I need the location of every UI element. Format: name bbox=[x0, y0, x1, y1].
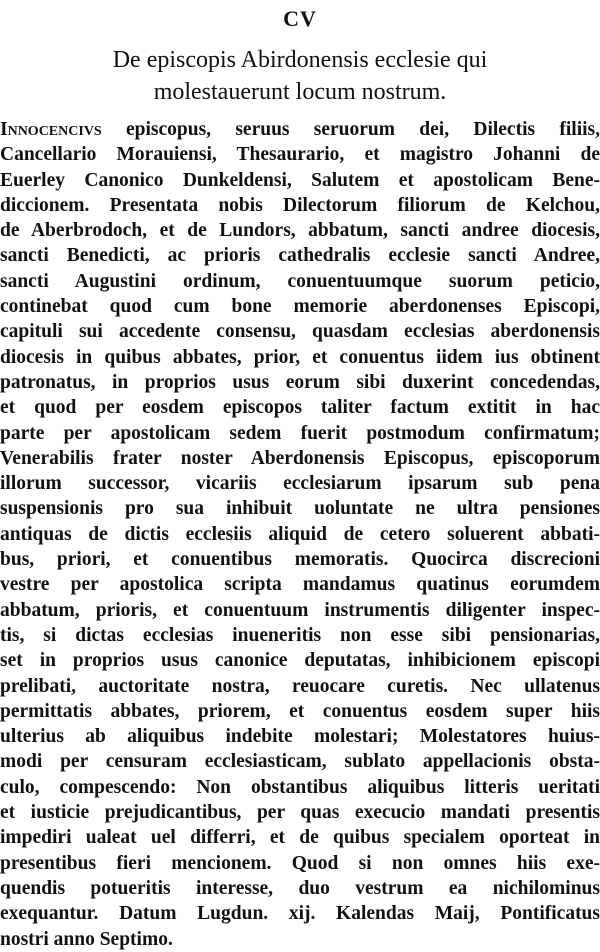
body-line: presentibus fieri mencionem. Quod si non omnes hiis exe- bbox=[0, 852, 600, 874]
body-line: illorum successor, vicariis ecclesiarum ipsarum sub pena bbox=[0, 473, 600, 495]
body-line: permittatis abbates, priorem, et conuentus eosdem super hiis bbox=[0, 700, 600, 722]
body-line: et iusticie prejudicantibus, per quas execucio mandati presentis bbox=[0, 802, 600, 824]
body-line: culo, compescendo: Non obstantibus aliquibus litteris ueritati bbox=[0, 776, 600, 798]
body-line: prelibati, auctoritate nostra, reuocare curetis. Nec ullatenus bbox=[0, 675, 600, 697]
body-line: et quod per eosdem episcopos taliter factum extitit in hac bbox=[0, 397, 600, 419]
body-line: patronatus, in proprios usus eorum sibi duxerint concedendas, bbox=[0, 371, 600, 393]
body-line: Euerley Canonico Dunkeldensi, Salutem et apostolicam Bene- bbox=[0, 169, 600, 191]
body-line: impediri ualeat uel differri, et de quibus specialem oporteat in bbox=[0, 827, 600, 849]
body-line: set in proprios usus canonice deputatas, inhibicionem episcopi bbox=[0, 650, 600, 672]
body-line-text: episcopus, seruus seruorum dei, Dilectis filiis, bbox=[101, 119, 600, 140]
body-paragraph bbox=[0, 117, 600, 952]
chapter-number: CV bbox=[283, 6, 317, 31]
body-line: diccionem. Presentata nobis Dilectorum filiorum de Kelchou, bbox=[0, 194, 600, 216]
body-line: sancti Benedicti, ac prioris cathedralis ecclesie sancti Andree, bbox=[0, 245, 600, 267]
body-line: quendis potueritis interesse, duo vestrum ea nichilominus bbox=[0, 877, 600, 899]
body-line: exequantur. Datum Lugdun. xij. Kalendas Maij, Pontificatus bbox=[0, 903, 600, 925]
body-line: sancti Augustini ordinum, conuentuumque suorum peticio, bbox=[0, 270, 600, 292]
body-line: continebat quod cum bone memorie aberdonenses Episcopi, bbox=[0, 296, 600, 318]
body-line: modi per censuram ecclesiasticam, sublato appellacionis obsta- bbox=[0, 751, 600, 773]
heading-line: molestauerunt locum nostrum. bbox=[153, 79, 447, 105]
body-line: suspensionis pro sua inhibuit uoluntate ne ultra pensiones bbox=[0, 498, 600, 520]
opening-word: Innocencivs bbox=[0, 119, 102, 140]
chapter-heading bbox=[40, 44, 560, 108]
body-line: vestre per apostolica scripta mandamus quatinus eorumdem bbox=[0, 574, 600, 596]
body-line: ulterius ab aliquibus indebite molestari; Molestatores huius- bbox=[0, 726, 600, 748]
body-line: tis, si dictas ecclesias inueneritis non esse sibi pensionarias, bbox=[0, 624, 600, 646]
body-line: capituli sui accedente consensu, quasdam ecclesias aberdonensis bbox=[0, 321, 600, 343]
body-line: Cancellario Morauiensi, Thesaurario, et magistro Johanni de bbox=[0, 144, 600, 166]
body-line: parte per apostolicam sedem fuerit postmodum confirmatum; bbox=[0, 422, 600, 444]
body-line: Venerabilis frater noster Aberdonensis Episcopus, episcoporum bbox=[0, 447, 600, 469]
body-line: nostri anno Septimo. bbox=[0, 928, 173, 950]
body-line: de Aberbrodoch, et de Lundors, abbatum, sancti andree diocesis, bbox=[0, 220, 600, 242]
heading-line: De episcopis Abirdonensis ecclesie qui bbox=[112, 47, 488, 73]
body-line: diocesis in quibus abbates, prior, et conuentus iidem ius obtinent bbox=[0, 346, 600, 368]
body-line bbox=[0, 117, 600, 142]
body-line: bus, priori, et conuentibus memoratis. Quocirca discrecioni bbox=[0, 549, 600, 571]
body-line: antiquas de dictis ecclesiis aliquid de cetero soluerent abbati- bbox=[0, 523, 600, 545]
body-line: abbatum, prioris, et conuentuum instrumentis diligenter inspec- bbox=[0, 599, 600, 621]
